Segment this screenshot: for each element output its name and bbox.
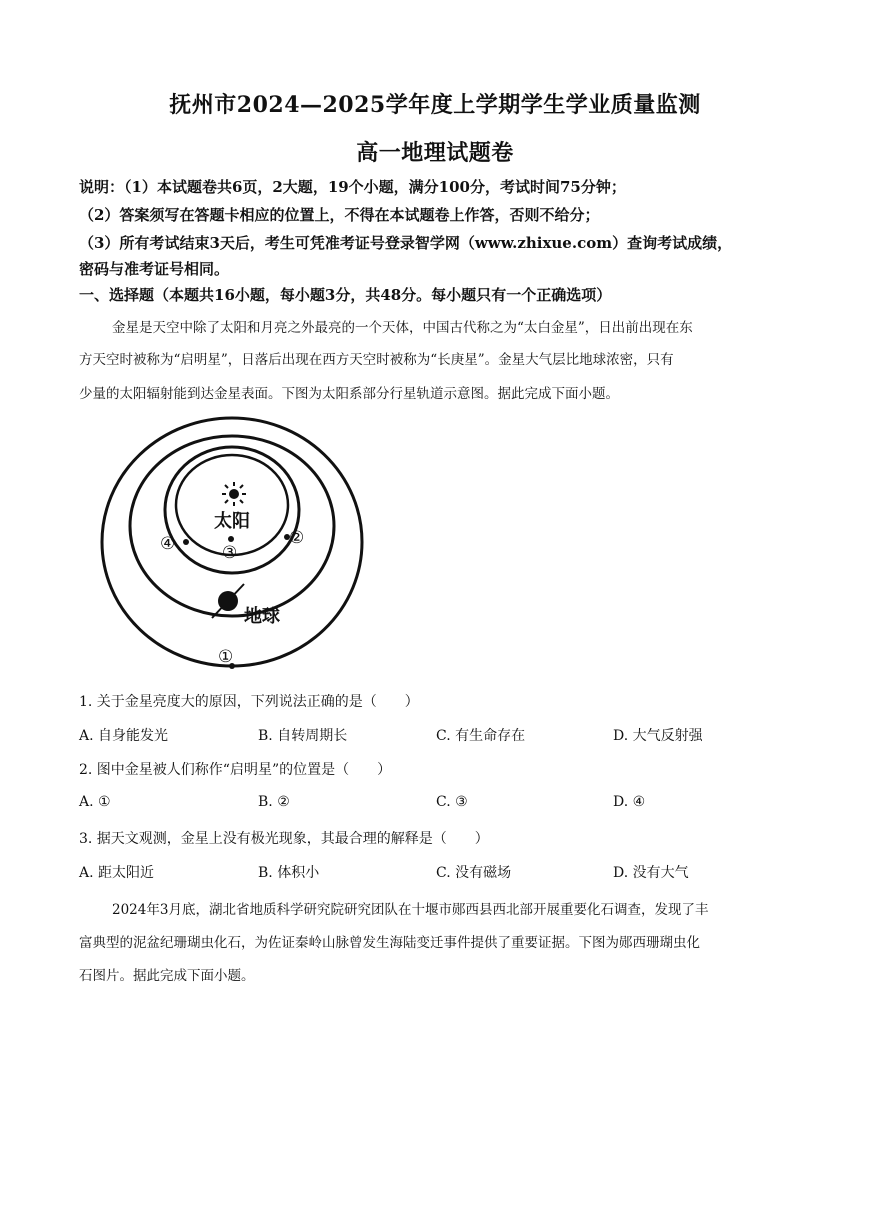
q1-option-a[interactable]: A. 自身能发光	[79, 728, 169, 744]
q2-option-d[interactable]: D. ④	[613, 794, 646, 810]
page-subtitle: 高一地理试题卷	[356, 140, 514, 166]
orbit-diagram	[100, 410, 370, 672]
passage2-line-2: 富典型的泥盆纪珊瑚虫化石，为佐证秦岭山脉曾发生海陆变迁事件提供了重要证据。下图为郧西珊瑚虫化	[79, 935, 700, 951]
q3-option-c[interactable]: C. 没有磁场	[436, 865, 512, 881]
q3-option-a[interactable]: A. 距太阳近	[79, 865, 155, 881]
sun-icon	[222, 482, 246, 506]
section-heading: 一、选择题（本题共16小题，每小题3分，共48分。每小题只有一个正确选项）	[79, 286, 612, 304]
q3-option-b[interactable]: B. 体积小	[258, 865, 320, 881]
q1-option-d[interactable]: D. 大气反射强	[613, 728, 703, 744]
marker-1: ①	[218, 647, 234, 667]
position-4-dot	[183, 539, 189, 545]
note-line-3: （3）所有考试结束3天后，考生可凭准考证号登录智学网（www.zhixue.com）查询考试成绩，	[79, 234, 733, 252]
question-3-stem: 3. 据天文观测，金星上没有极光现象，其最合理的解释是（ ）	[79, 831, 489, 847]
earth-icon	[212, 584, 244, 618]
q1-option-c[interactable]: C. 有生命存在	[436, 728, 526, 744]
q2-option-b[interactable]: B. ②	[258, 794, 290, 810]
passage1-line-3: 少量的太阳辐射能到达金星表面。下图为太阳系部分行星轨道示意图。据此完成下面小题。	[79, 386, 619, 402]
question-1-stem: 1. 关于金星亮度大的原因，下列说法正确的是（ ）	[79, 694, 419, 710]
position-3-dot	[228, 536, 234, 542]
marker-3: ③	[222, 543, 238, 563]
passage1-line-1: 金星是天空中除了太阳和月亮之外最亮的一个天体，中国古代称之为“太白金星”，日出前出现在东	[112, 320, 693, 336]
note-line-2: （2）答案须写在答题卡相应的位置上，不得在本试题卷上作答，否则不给分；	[79, 206, 600, 224]
page-title: 抚州市2024—2025学年度上学期学生学业质量监测	[169, 92, 701, 118]
q3-option-d[interactable]: D. 没有大气	[613, 865, 689, 881]
q2-option-c[interactable]: C. ③	[436, 794, 468, 810]
sun-label: 太阳	[214, 511, 250, 532]
passage2-line-1: 2024年3月底，湖北省地质科学研究院研究团队在十堰市郧西县西北部开展重要化石调查，发现了丰	[112, 902, 709, 918]
marker-4: ④	[160, 534, 176, 554]
marker-2: ②	[289, 528, 305, 548]
passage2-line-3: 石图片。据此完成下面小题。	[79, 968, 255, 984]
note-line-4: 密码与准考证号相同。	[79, 260, 230, 278]
q2-option-a[interactable]: A. ①	[79, 794, 111, 810]
note-line-1: 说明：（1）本试题卷共6页，2大题，19个小题，满分100分，考试时间75分钟；	[79, 178, 626, 196]
passage1-line-2: 方天空时被称为“启明星”，日落后出现在西方天空时被称为“长庚星”。金星大气层比地球浓密，只有	[79, 352, 674, 368]
q1-option-b[interactable]: B. 自转周期长	[258, 728, 348, 744]
question-2-stem: 2. 图中金星被人们称作“启明星”的位置是（ ）	[79, 762, 392, 778]
earth-label: 地球	[244, 606, 280, 627]
